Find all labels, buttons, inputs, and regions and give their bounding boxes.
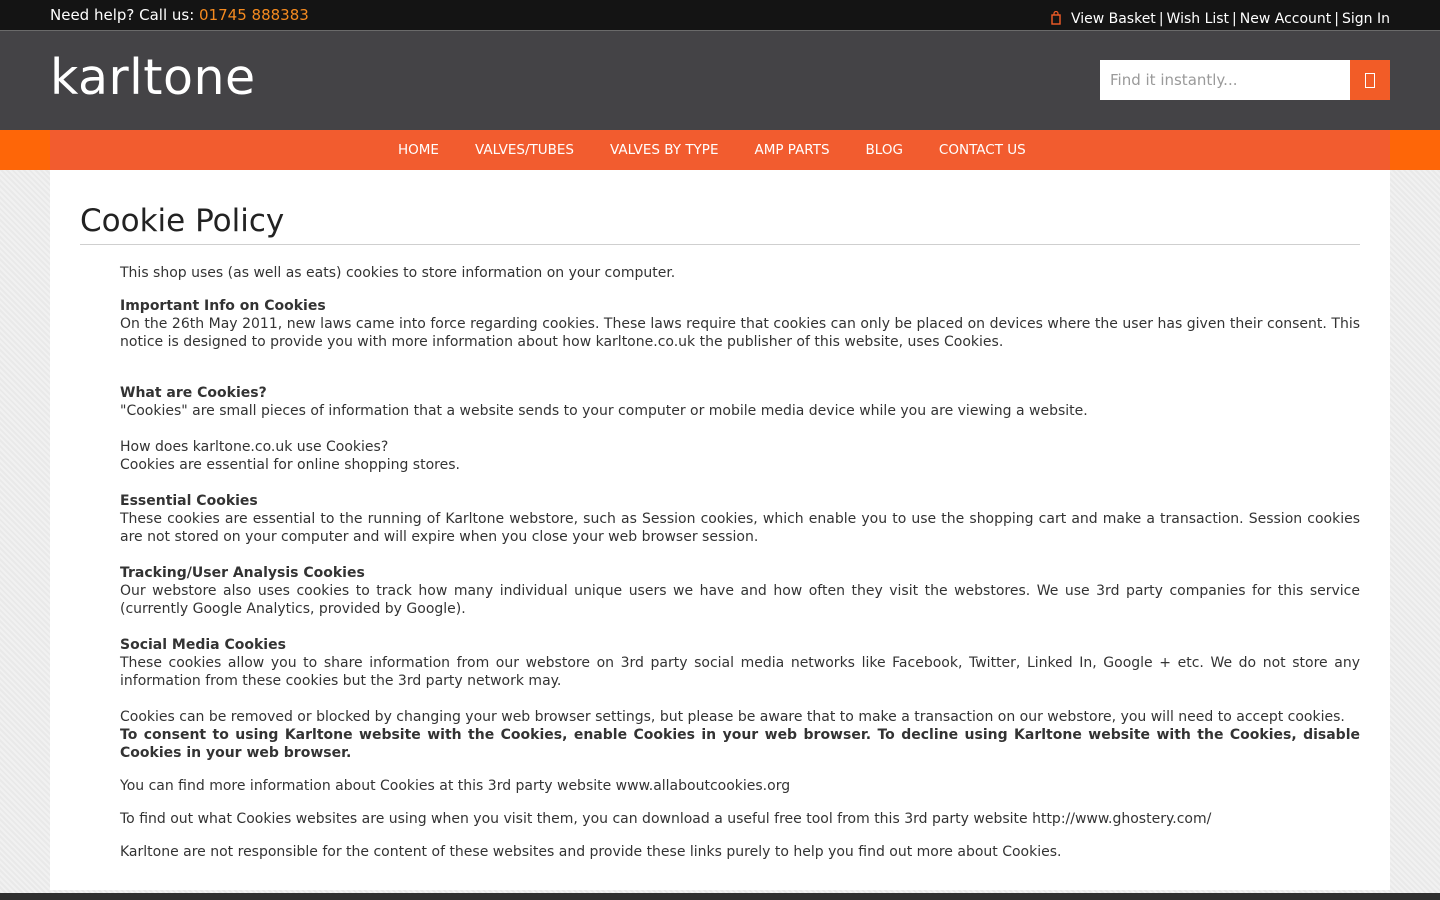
social-heading: Social Media Cookies [120, 637, 286, 653]
nav-item-amp-parts[interactable]: AMP PARTS [754, 142, 830, 158]
search-icon [1365, 73, 1375, 88]
disclaimer-paragraph: Karltone are not responsible for the content of these websites and provide these links purely to help you find out more about Cookies. [120, 844, 1062, 860]
separator: | [1232, 11, 1237, 27]
main-nav-bar [0, 130, 1440, 170]
nav-item-home[interactable]: HOME [398, 142, 439, 158]
consent-paragraph: To consent to using Karltone website with the Cookies, enable Cookies in your web browser. To decline using Karltone website with the Cookies, disable Cookies in your web browser. [120, 727, 1360, 761]
main-nav [398, 130, 1062, 170]
footer-strip [0, 893, 1440, 900]
nav-item-valves-tubes[interactable]: VALVES/TUBES [474, 142, 574, 158]
how-paragraph: Cookies are essential for online shopping stores. [120, 457, 460, 473]
essential-paragraph: These cookies are essential to the running of Karltone webstore, such as Session cookies, which enable you to use the shopping cart and make a transaction. Session cookies are not stored on your computer and will expire when you close your web browser session. [120, 511, 1360, 545]
site-header [0, 31, 1440, 130]
view-basket-link[interactable]: View Basket [1070, 11, 1156, 27]
separator: | [1158, 11, 1164, 27]
page-title: Cookie Policy [80, 203, 285, 239]
tracking-heading: Tracking/User Analysis Cookies [120, 565, 365, 581]
what-paragraph: "Cookies" are small pieces of information that a website sends to your computer or mobile media device while you are viewing a website. [120, 403, 1088, 419]
title-divider [80, 244, 1360, 245]
wish-list-link[interactable]: Wish List [1166, 11, 1230, 27]
how-heading: How does karltone.co.uk use Cookies? [120, 439, 389, 455]
cart-icon[interactable] [1051, 11, 1061, 27]
main-content [50, 170, 1390, 890]
help-line [50, 6, 309, 24]
account-links [1051, 11, 1390, 27]
intro-paragraph: This shop uses (as well as eats) cookies to store information on your computer. [120, 265, 676, 281]
more-info-paragraph: You can find more information about Cookies at this 3rd party website www.allaboutcookies.org [120, 778, 791, 794]
search-button[interactable] [1350, 60, 1390, 100]
sign-in-link[interactable]: Sign In [1342, 11, 1390, 27]
social-paragraph: These cookies allow you to share information from our webstore on 3rd party social media networks like Facebook, Twitter, Linked In, Google + etc. We do not store any information from these cookies but the 3rd party network may. [120, 655, 1360, 689]
removal-paragraph: Cookies can be removed or blocked by changing your web browser settings, but please be aware that to make a transaction on our webstore, you will need to accept cookies. [120, 709, 1345, 725]
search-input[interactable] [1100, 60, 1350, 100]
nav-item-valves-by-type[interactable]: VALVES BY TYPE [609, 142, 719, 158]
essential-heading: Essential Cookies [120, 493, 258, 509]
what-heading: What are Cookies? [120, 385, 267, 401]
important-heading: Important Info on Cookies [120, 298, 326, 314]
top-bar [0, 0, 1440, 31]
site-logo[interactable]: karltone [50, 49, 256, 106]
new-account-link[interactable]: New Account [1239, 11, 1332, 27]
phone-number[interactable]: 01745 888383 [199, 6, 309, 24]
nav-item-contact-us[interactable]: CONTACT US [938, 142, 1026, 158]
important-paragraph: On the 26th May 2011, new laws came into force regarding cookies. These laws require that cookies can only be placed on devices where the user has given their consent. This notice is designed to provide you with more information about how karltone.co.uk the publisher of this website, uses Cookies. [120, 316, 1360, 350]
cookie-policy-text [120, 264, 1360, 861]
tracking-paragraph: Our webstore also uses cookies to track how many individual unique users we have and how often they visit the webstores. We use 3rd party companies for this service (currently Google Analytics, provided by Google). [120, 583, 1360, 617]
separator: | [1334, 11, 1339, 27]
tool-paragraph: To find out what Cookies websites are using when you visit them, you can download a useful free tool from this 3rd party website http://www.ghostery.com/ [120, 811, 1212, 827]
nav-item-blog[interactable]: BLOG [865, 142, 903, 158]
help-label: Need help? Call us: [50, 6, 195, 24]
